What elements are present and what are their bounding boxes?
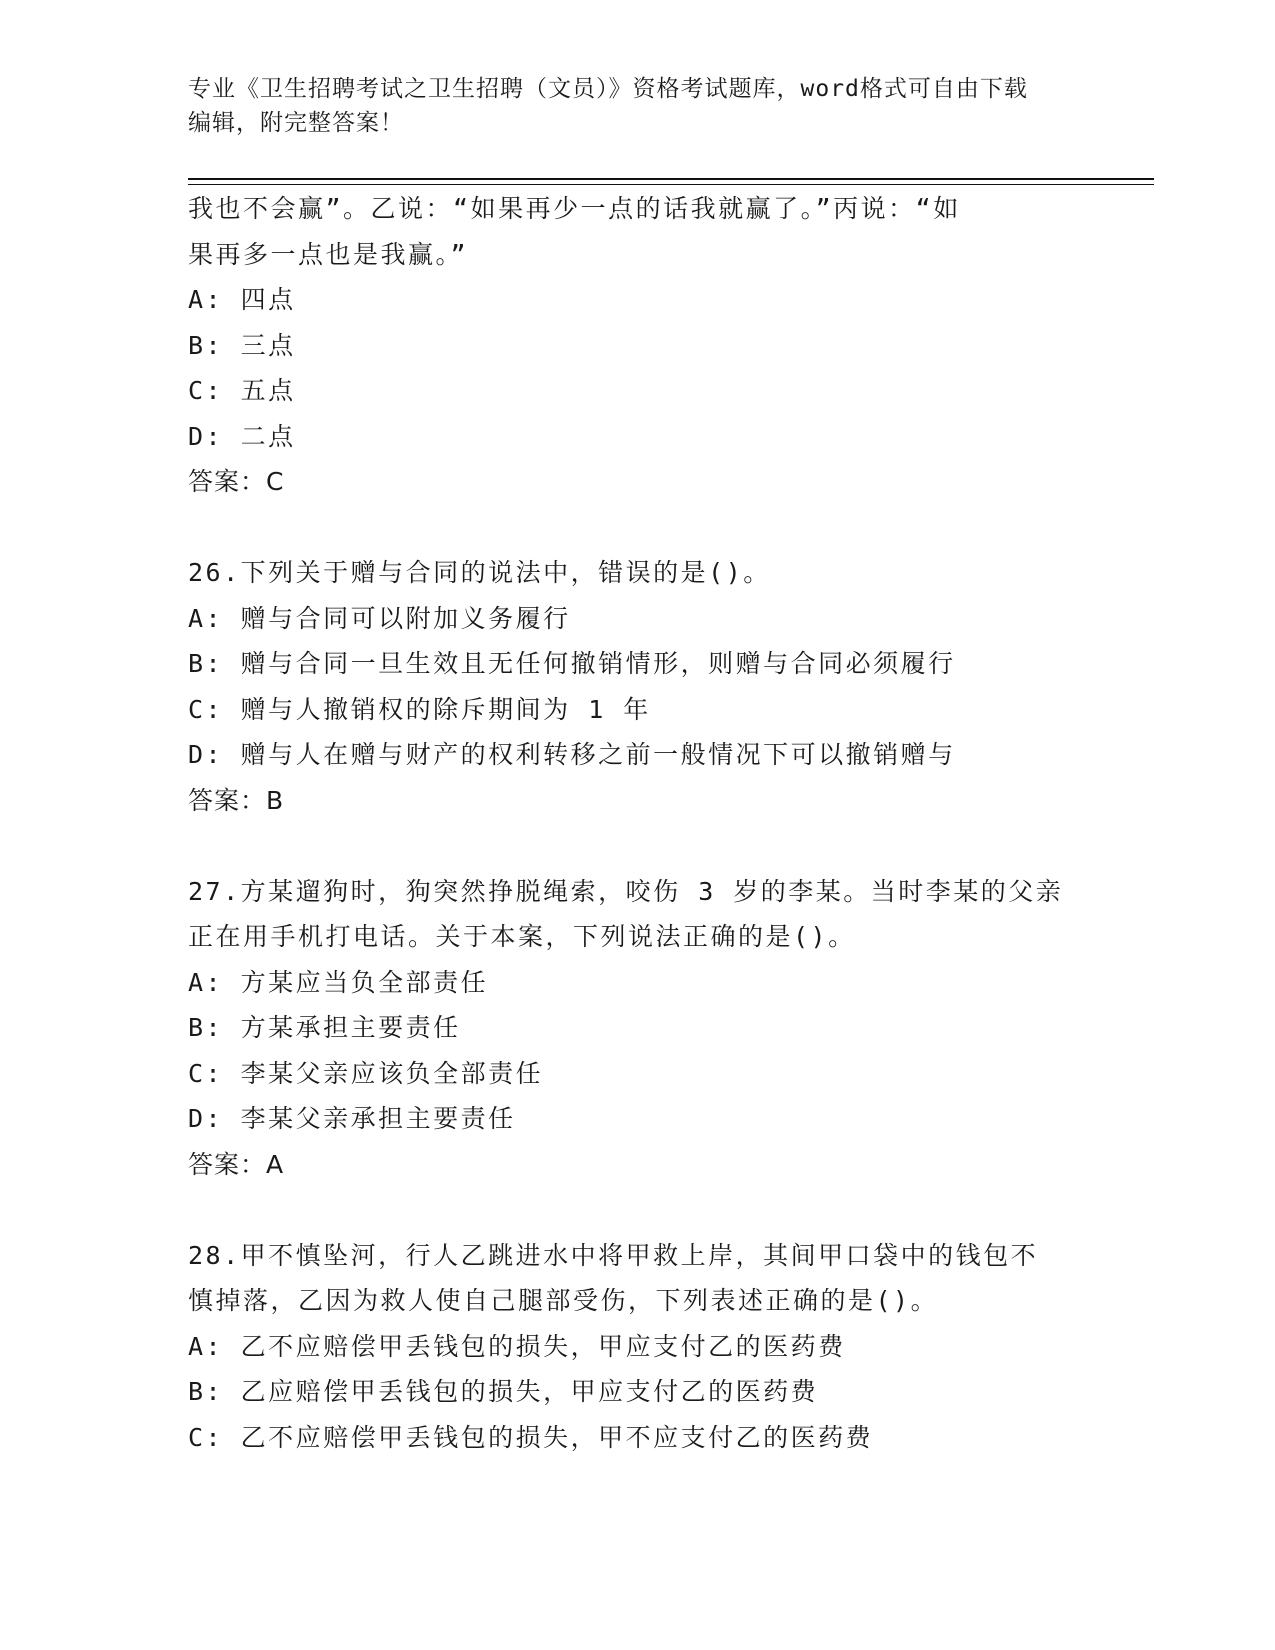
spacer [188,505,1088,551]
option-b: B: 方某承担主要责任 [188,1013,461,1042]
option-d: D: 李某父亲承担主要责任 [188,1104,516,1133]
question-text: 慎掉落，乙因为救人使自己腿部受伤，下列表述正确的是()。 [188,1286,939,1315]
answer-label: 答案：A [188,1149,285,1179]
spacer [188,1187,1088,1233]
question-26 [188,550,1088,823]
question-25 [188,186,1088,505]
option-a: A: 乙不应赔偿甲丢钱包的损失，甲应支付乙的医药费 [188,1331,846,1361]
answer-label: 答案：B [188,785,285,815]
header-line-2: 编辑，附完整答案！ [188,110,404,136]
question-text: 我也不会赢”。乙说：“如果再少一点的话我就赢了。”丙说：“如 [188,194,961,223]
option-d: D: 二点 [188,421,296,451]
question-text: 27.方某遛狗时，狗突然挣脱绳索，咬伤 3 岁的李某。当时李某的父亲 [188,876,1064,906]
option-c: C: 李某父亲应该负全部责任 [188,1058,544,1088]
spacer [188,823,1088,869]
option-a: A: 方某应当负全部责任 [188,967,489,997]
option-c: C: 赠与人撤销权的除斥期间为 1 年 [188,694,651,724]
question-text: 正在用手机打电话。关于本案，下列说法正确的是()。 [188,922,856,951]
option-d: D: 赠与人在赠与财产的权利转移之前一般情况下可以撤销赠与 [188,740,956,769]
option-a: A: 四点 [188,285,296,314]
option-c: C: 五点 [188,376,296,405]
header-divider-thin [188,184,1154,185]
question-text: 果再多一点也是我赢。” [188,239,469,269]
option-b: B: 乙应赔偿甲丢钱包的损失，甲应支付乙的医药费 [188,1377,819,1406]
option-a: A: 赠与合同可以附加义务履行 [188,603,571,633]
page-header [188,72,1088,140]
option-b: B: 三点 [188,330,296,360]
question-text: 28.甲不慎坠河，行人乙跳进水中将甲救上岸，其间甲口袋中的钱包不 [188,1240,1039,1270]
question-text: 26.下列关于赠与合同的说法中，错误的是()。 [188,558,771,587]
option-c: C: 乙不应赔偿甲丢钱包的损失，甲不应支付乙的医药费 [188,1422,874,1452]
answer-label: 答案：C [188,467,285,496]
question-28 [188,1233,1088,1461]
option-b: B: 赠与合同一旦生效且无任何撤销情形，则赠与合同必须履行 [188,649,956,678]
question-content [188,186,1088,1460]
header-divider-thick [188,178,1154,180]
header-line-1: 专业《卫生招聘考试之卫生招聘（文员）》资格考试题库，word格式可自由下载 [188,76,1028,102]
question-27 [188,869,1088,1188]
